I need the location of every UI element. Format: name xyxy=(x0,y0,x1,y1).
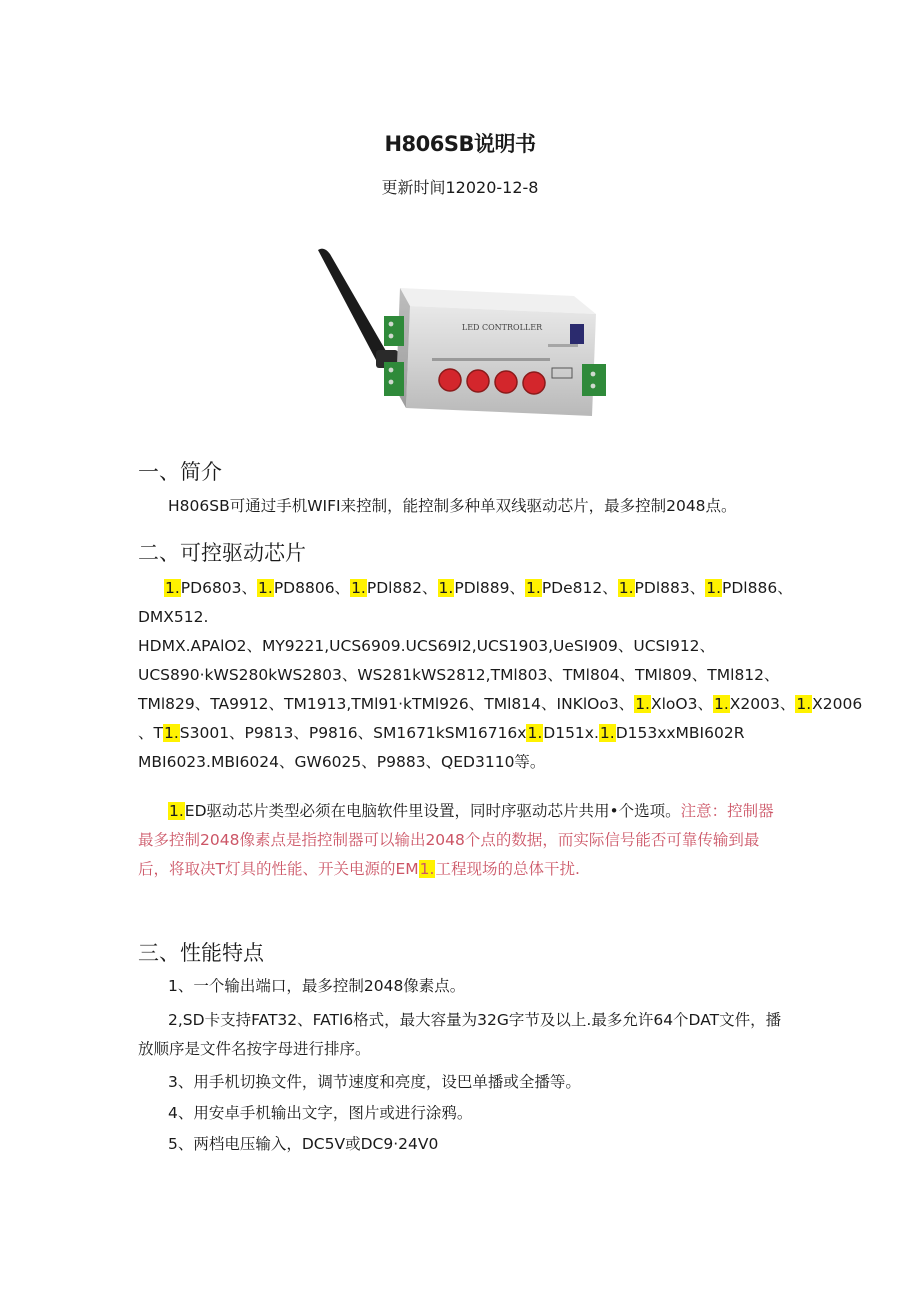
button-speed-minus-icon xyxy=(495,371,517,393)
chip-line-4: UCS890·kWS280kWS2803、WS281kWS2812,TMl803、TMl804、TMl809、TMl812、 xyxy=(138,666,780,684)
chip-line-1 xyxy=(138,574,798,603)
terminal-block-right xyxy=(582,364,606,396)
chip-line-3: HDMX.APAlO2、MY9221,UCS6909.UCS69I2,UCS1903,UeSI909、UCSI912、 xyxy=(138,637,716,655)
section-heading-intro: 一、简介 xyxy=(138,460,222,484)
antenna-icon xyxy=(318,249,398,368)
chip-prefix-highlight: 1. xyxy=(438,579,454,597)
chip-name: PDl883、 xyxy=(634,579,706,597)
terminal-block-left-bottom xyxy=(384,362,404,396)
sd-card-slot xyxy=(570,324,584,344)
device-label: LED CONTROLLER xyxy=(461,323,543,332)
section-heading-chips: 二、可控驱动芯片 xyxy=(138,541,306,565)
chip-line-6: 、T1.S3001、P9813、P9816、SM1671kSM16716x1.D151x.1.D153xxMBI602R xyxy=(138,724,745,742)
feature-item-1: 1、一个输出端口，最多控制2048像素点。 xyxy=(168,977,466,995)
feature-item-5: 5、两档电压输入，DC5V或DC9·24V0 xyxy=(168,1135,439,1153)
intro-paragraph: H806SB可通过手机WIFI来控制，能控制多种单双线驱动芯片，最多控制2048点。 xyxy=(168,497,737,515)
chip-name: PDl889、 xyxy=(454,579,526,597)
chip-line-2: DMX512. xyxy=(138,608,209,626)
button-file-icon xyxy=(467,370,489,392)
terminal-block-left-top xyxy=(384,316,404,346)
chip-name: PDl882、 xyxy=(366,579,438,597)
chip-prefix-highlight: 1. xyxy=(526,579,541,597)
chip-line-5: TMl829、TA9912、TM1913,TMl91·kTMl926、TMl814、INKlOo3、1.XloO3、1.X2003、1.X2006 xyxy=(138,695,863,713)
chip-name: PD8806、 xyxy=(273,579,351,597)
chip-name: PDe812、 xyxy=(541,579,618,597)
chip-list xyxy=(138,574,863,777)
button-speed-plus-icon xyxy=(523,372,545,394)
page-title: H806SB说明书 xyxy=(384,132,536,156)
chip-name: PD6803、 xyxy=(180,579,258,597)
chip-prefix-highlight: 1. xyxy=(706,579,722,597)
feature-item-2: 2,SD卡支持FAT32、FATl6格式，最大容量为32G字节及以上.最多允许64个DAT文件，播放顺序是文件名按字母进行排序。 xyxy=(138,1011,782,1058)
chip-name: PDl886、 xyxy=(722,579,793,597)
chip-prefix-highlight: 1. xyxy=(258,579,273,597)
feature-item-4: 4、用安卓手机输出文字，图片或进行涂鸦。 xyxy=(168,1104,473,1122)
chip-prefix-highlight: 1. xyxy=(351,579,366,597)
update-date: 更新时间12020-12-8 xyxy=(381,178,539,197)
button-mode-icon xyxy=(439,369,461,391)
section-heading-features: 三、性能特点 xyxy=(138,941,264,965)
chip-prefix-highlight: 1. xyxy=(618,579,634,597)
chip-prefix-highlight: 1. xyxy=(165,579,180,597)
feature-item-3: 3、用手机切换文件，调节速度和亮度，设巴单播或全播等。 xyxy=(168,1073,581,1091)
controller-photo xyxy=(312,240,612,430)
warning-text: 注意：控制器最多控制2048像素点是指控制器可以输出2048个点的数据，而实际信号能否可靠传输到最后，将取决T灯具的性能、开关电源的EM xyxy=(138,802,774,878)
chip-note: 1.ED驱动芯片类型必须在电脑软件里设置，同时序驱动芯片共用•个选项。注意：控制器最多控制2048像素点是指控制器可以输出2048个点的数据，而实际信号能否可靠传输到最后，将取决T灯具的性能、开关电源的EM1.工程现场的总体干扰. xyxy=(138,802,774,878)
chip-line-7: MBI6023.MBI6024、GW6025、P9883、QED3110等。 xyxy=(138,753,546,771)
